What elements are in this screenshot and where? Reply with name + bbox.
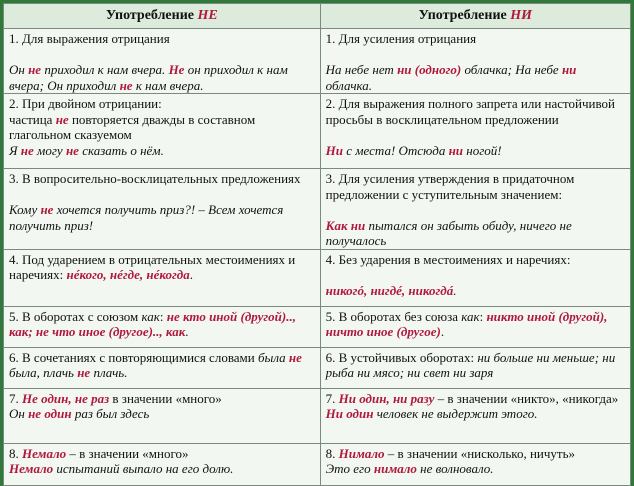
rows-4-ne-text: 5. В оборотах с союзом	[9, 308, 142, 324]
header-ne	[4, 4, 321, 29]
rows-5-ne-text: была	[258, 349, 289, 365]
rows-4-ni-text: как	[461, 308, 480, 324]
cell-ni	[320, 169, 630, 250]
cell-ne	[4, 443, 321, 485]
rows-2-ni-text: пытался он забыть обиду, ничего не получалось	[325, 217, 572, 248]
cell-ne	[4, 306, 321, 347]
rows-1-ni-text: Ни	[325, 142, 343, 158]
rows-4-ni-text: .	[440, 324, 445, 339]
rows-0-ne-text: Не	[168, 62, 185, 77]
usage-table-frame	[3, 3, 631, 483]
rows-1-ne-text: Я	[9, 142, 21, 158]
rows-0-ne-text: приходил к нам вчера.	[41, 62, 169, 77]
rows-7-ne-text: – в значении «много»	[66, 445, 189, 461]
rows-6-ne-text: раз был здесь	[71, 406, 150, 421]
cell-ne	[4, 169, 321, 250]
rows-5-ne-text: была, плачь	[9, 365, 78, 380]
rows-3-ne-text: нéкого, нéгде, нéкогда	[66, 267, 190, 282]
rows-0-ne-text: не	[119, 77, 133, 93]
rows-6-ne-text: в значении «много»	[109, 390, 222, 406]
rows-4-ni-text: :	[479, 308, 487, 324]
rows-2-ni-text: Как ни	[325, 217, 366, 233]
cell-ne	[4, 347, 321, 388]
rows-7-ne-text: испытаний выпало на его долю.	[53, 461, 234, 476]
rows-7-ni-text: нимало	[373, 461, 417, 476]
rows-6-ni-text: Ни один	[325, 406, 374, 421]
rows-5-ne-text: не	[77, 365, 91, 380]
rows-1-ne-text: не	[55, 111, 69, 127]
cell-ni	[320, 388, 630, 443]
rows-4-ni-text: никто иной (другой), ничто иное (другое)	[325, 308, 608, 339]
rows-1-ne-text: частица	[9, 111, 56, 127]
rows-0-ni-text: ни (одного)	[397, 62, 462, 77]
rows-1-ne-text: повторяется дважды в составном глагольном сказуемом	[9, 111, 256, 142]
rows-1-ne-text: не	[65, 142, 79, 158]
rows-7-ne-text: Немало	[9, 461, 54, 476]
rows-6-ne-text: не один	[28, 406, 72, 421]
table-row	[4, 306, 631, 347]
cell-ni	[320, 29, 630, 94]
table-row	[4, 388, 631, 443]
table-row	[4, 169, 631, 250]
rows-4-ne-text: .	[185, 324, 189, 339]
rows-1-ne-text: 2. При двойном отрицании:	[9, 96, 162, 111]
rows-2-ne-text: 3. В вопросительно-восклицательных предложениях	[9, 171, 301, 186]
rows-0-ni-text: ни	[561, 62, 577, 77]
rows-6-ne-text: Он	[9, 406, 29, 421]
rows-6-ni-text: 7.	[325, 390, 339, 406]
rows-2-ni-text: 3. Для усиления утверждения в придаточном предложении с уступительным значением:	[325, 171, 575, 202]
cell-ni	[320, 443, 630, 485]
table-header-row	[4, 4, 631, 29]
rows-0-ni-text: облачка.	[325, 77, 373, 93]
table-row	[4, 29, 631, 94]
rows-0-ne-text: он приходил к нам вчера; Он приходил	[9, 62, 288, 93]
cell-ne	[4, 249, 321, 306]
cell-ni	[320, 306, 630, 347]
rows-7-ni-text: – в значении «нисколько, ничуть»	[384, 445, 576, 461]
rows-4-ne-text: не кто иной (другой).., как; не что иное (другое).., как	[9, 308, 296, 339]
rows-5-ni-text: 6. В устойчивых оборотах:	[325, 349, 478, 365]
rows-1-ne-text: могу	[33, 142, 66, 158]
cell-ni	[320, 347, 630, 388]
rows-7-ni-text: не волновало.	[416, 461, 494, 476]
table-row	[4, 443, 631, 485]
rows-1-ne-text: сказать о нём.	[78, 142, 164, 158]
rows-6-ni-text: человек не выдержит этого.	[373, 406, 538, 421]
rows-2-ne-text: не	[40, 202, 54, 217]
rows-7-ni-text: Нимало	[338, 445, 385, 461]
rows-6-ni-text: Ни один, ни разу	[338, 390, 435, 406]
cell-ni	[320, 249, 630, 306]
rows-7-ne-text: 8.	[9, 445, 22, 461]
rows-1-ne-text: не	[20, 142, 34, 158]
rows-2-ne-text: Кому	[9, 202, 41, 217]
rows-3-ni-text: .	[453, 282, 457, 298]
usage-table	[3, 3, 631, 486]
rows-1-ni-text: ни	[448, 142, 464, 158]
rows-5-ne-text: не	[288, 349, 302, 365]
rows-2-ne-text: хочется получить приз?! – Всем хочется получить приз!	[9, 202, 284, 233]
rows-1-ni-text: 2. Для выражения полного запрета или настойчивой просьбы в восклицательном предложении	[325, 96, 616, 127]
table-row	[4, 249, 631, 306]
rows-3-ni-text: никогó, нигдé, никогдá	[325, 282, 454, 298]
rows-0-ne-text: к нам вчера.	[132, 77, 204, 93]
cell-ne	[4, 388, 321, 443]
rows-0-ne-text: Он	[9, 62, 29, 77]
rows-0-ne-text: 1. Для выражения отрицания	[9, 31, 170, 46]
cell-ne	[4, 94, 321, 169]
table-body	[4, 29, 631, 486]
rows-3-ne-text: .	[189, 267, 193, 282]
rows-6-ni-text: – в значении «никто», «никогда»	[434, 390, 619, 406]
rows-4-ne-text: :	[159, 308, 167, 324]
rows-0-ne-text: не	[28, 62, 42, 77]
rows-4-ne-text: как	[141, 308, 160, 324]
rows-6-ne-text: Не один, не раз	[22, 390, 110, 406]
rows-5-ne-text: плачь.	[90, 365, 128, 380]
rows-7-ne-text: Немало	[22, 445, 67, 461]
rows-1-ni-text: ногой!	[463, 142, 502, 158]
rows-0-ni-text: На небе нет	[325, 62, 398, 77]
rows-7-ni-text: Это его	[325, 461, 374, 476]
cell-ne	[4, 29, 321, 94]
table-row	[4, 94, 631, 169]
rows-1-ni-text: с места! Отсюда	[342, 142, 449, 158]
rows-5-ne-text: 6. В сочетаниях с повторяющимися словами	[9, 349, 258, 365]
cell-ni	[320, 94, 630, 169]
rows-3-ni-text: 4. Без ударения в местоимениях и наречиях:	[325, 251, 571, 267]
rows-0-ni-text: облачка; На небе	[461, 62, 562, 77]
rows-7-ni-text: 8.	[325, 445, 339, 461]
table-row	[4, 347, 631, 388]
rows-3-ne-text: 4. Под ударением в отрицательных местоимениях и наречиях:	[9, 251, 296, 282]
rows-4-ni-text: 5. В оборотах без союза	[325, 308, 462, 324]
rows-5-ni-text: ни больше ни меньше; ни рыба ни мясо; ни свет ни заря	[325, 349, 616, 380]
header-ne-prefix: Употребление	[105, 8, 198, 24]
rows-6-ne-text: 7.	[9, 390, 22, 406]
rows-0-ni-text: 1. Для усиления отрицания	[325, 31, 477, 46]
header-ni	[320, 4, 630, 29]
header-ni-prefix: Употребление	[418, 8, 511, 24]
header-ne-particle: НЕ	[197, 8, 218, 24]
header-ni-particle: НИ	[510, 8, 533, 24]
